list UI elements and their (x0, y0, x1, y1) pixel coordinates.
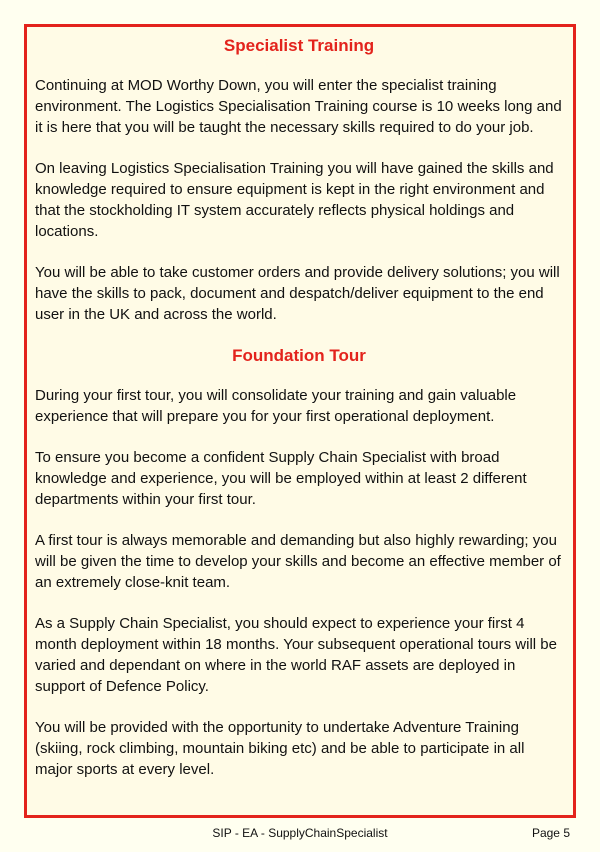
content-frame (24, 24, 576, 818)
page-number: Page 5 (531, 826, 570, 840)
paragraph: To ensure you become a confident Supply Chain Specialist with broad knowledge and experience, you will be employed within at least 2 different departments within your first tour. (35, 449, 527, 508)
page-footer (0, 825, 600, 845)
paragraph: You will be provided with the opportunity to undertake Adventure Training (skiing, rock climbing, mountain biking etc) and be able to participate in all major sports at every level. (35, 719, 525, 778)
section-title-foundation-tour: Foundation Tour (232, 346, 366, 365)
paragraph: You will be able to take customer orders and provide delivery solutions; you will have the skills to pack, document and despatch/deliver equipment to the end user in the UK and across the world. (35, 264, 560, 323)
paragraph: A first tour is always memorable and demanding but also highly rewarding; you will be given the time to develop your skills and become an effective member of an extremely close-knit team. (35, 532, 561, 591)
paragraph: Continuing at MOD Worthy Down, you will enter the specialist training environment. The Logistics Specialisation Training course is 10 weeks long and it is here that you will be taught the necessary skills required to do your job. (35, 77, 562, 136)
paragraph: During your first tour, you will consolidate your training and gain valuable experience that will prepare you for your first operational deployment. (35, 387, 517, 425)
paragraph: On leaving Logistics Specialisation Training you will have gained the skills and knowledge required to ensure equipment is kept in the right environment and that the stockholding IT system accurately reflects physical holdings and locations. (35, 160, 554, 240)
paragraph: As a Supply Chain Specialist, you should expect to experience your first 4 month deployment within 18 months. Your subsequent operational tours will be varied and dependant on where in the world RAF assets are deployed in support of Defence Policy. (35, 615, 557, 695)
footer-document-id: SIP - EA - SupplyChainSpecialist (212, 826, 388, 840)
section-title-specialist-training: Specialist Training (223, 36, 375, 55)
